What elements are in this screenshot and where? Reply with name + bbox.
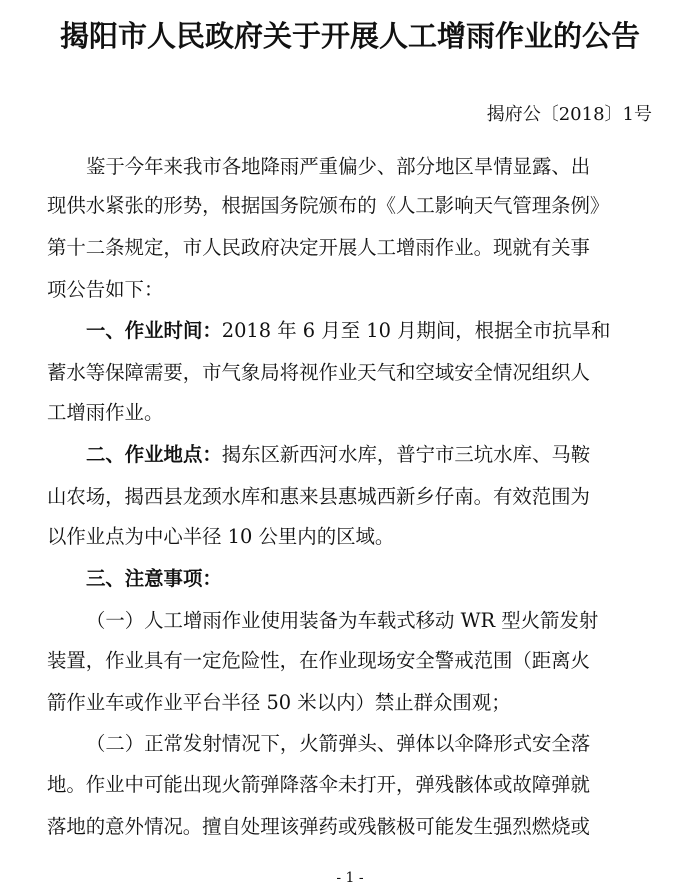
document-number: 揭府公〔2018〕1号 — [486, 104, 652, 125]
page-number: - 1 - — [336, 870, 364, 886]
item-1-line: 箭作业车或作业平台半径 50 米以内）禁止群众围观； — [47, 691, 511, 714]
section-2-line: 山农场，揭西县龙颈水库和惠来县惠城西新乡仔南。有效范围为 — [47, 485, 590, 508]
section-1-line: 蓄水等保障需要，市气象局将视作业天气和空域安全情况组织人 — [47, 361, 590, 384]
section-1-text: 2018 年 6 月至 10 月期间，根据全市抗旱和 — [221, 319, 611, 342]
section-1-first-line — [0, 321, 700, 340]
section-3-heading: 三、注意事项： — [86, 567, 222, 590]
section-2-text: 揭东区新西河水库，普宁市三坑水库、马鞍 — [221, 443, 591, 466]
intro-line: 现供水紧张的形势，根据国务院颁布的《人工影响天气管理条例》 — [47, 194, 610, 217]
section-2-first-line — [0, 445, 700, 464]
intro-line: 项公告如下： — [47, 278, 164, 301]
document-title: 揭阳市人民政府关于开展人工增雨作业的公告 — [59, 19, 640, 53]
section-2-line: 以作业点为中心半径 10 公里内的区域。 — [47, 525, 395, 548]
intro-line: 鉴于今年来我市各地降雨严重偏少、部分地区旱情显露、出 — [86, 155, 591, 178]
item-2-line: （二）正常发射情况下，火箭弹头、弹体以伞降形式安全落 — [86, 732, 591, 755]
intro-line: 第十二条规定，市人民政府决定开展人工增雨作业。现就有关事 — [47, 236, 590, 259]
section-1-line: 工增雨作业。 — [47, 401, 164, 424]
item-1-line: 装置，作业具有一定危险性，在作业现场安全警戒范围（距离火 — [47, 649, 590, 672]
section-2-heading: 二、作业地点： — [86, 443, 222, 466]
item-1-line: （一）人工增雨作业使用装备为车载式移动 WR 型火箭发射 — [86, 609, 599, 632]
section-1-heading: 一、作业时间： — [86, 319, 222, 342]
item-2-line: 地。作业中可能出现火箭弹降落伞未打开，弹残骸体或故障弹就 — [47, 773, 590, 796]
item-2-line: 落地的意外情况。擅自处理该弹药或残骸极可能发生强烈燃烧或 — [47, 815, 590, 838]
